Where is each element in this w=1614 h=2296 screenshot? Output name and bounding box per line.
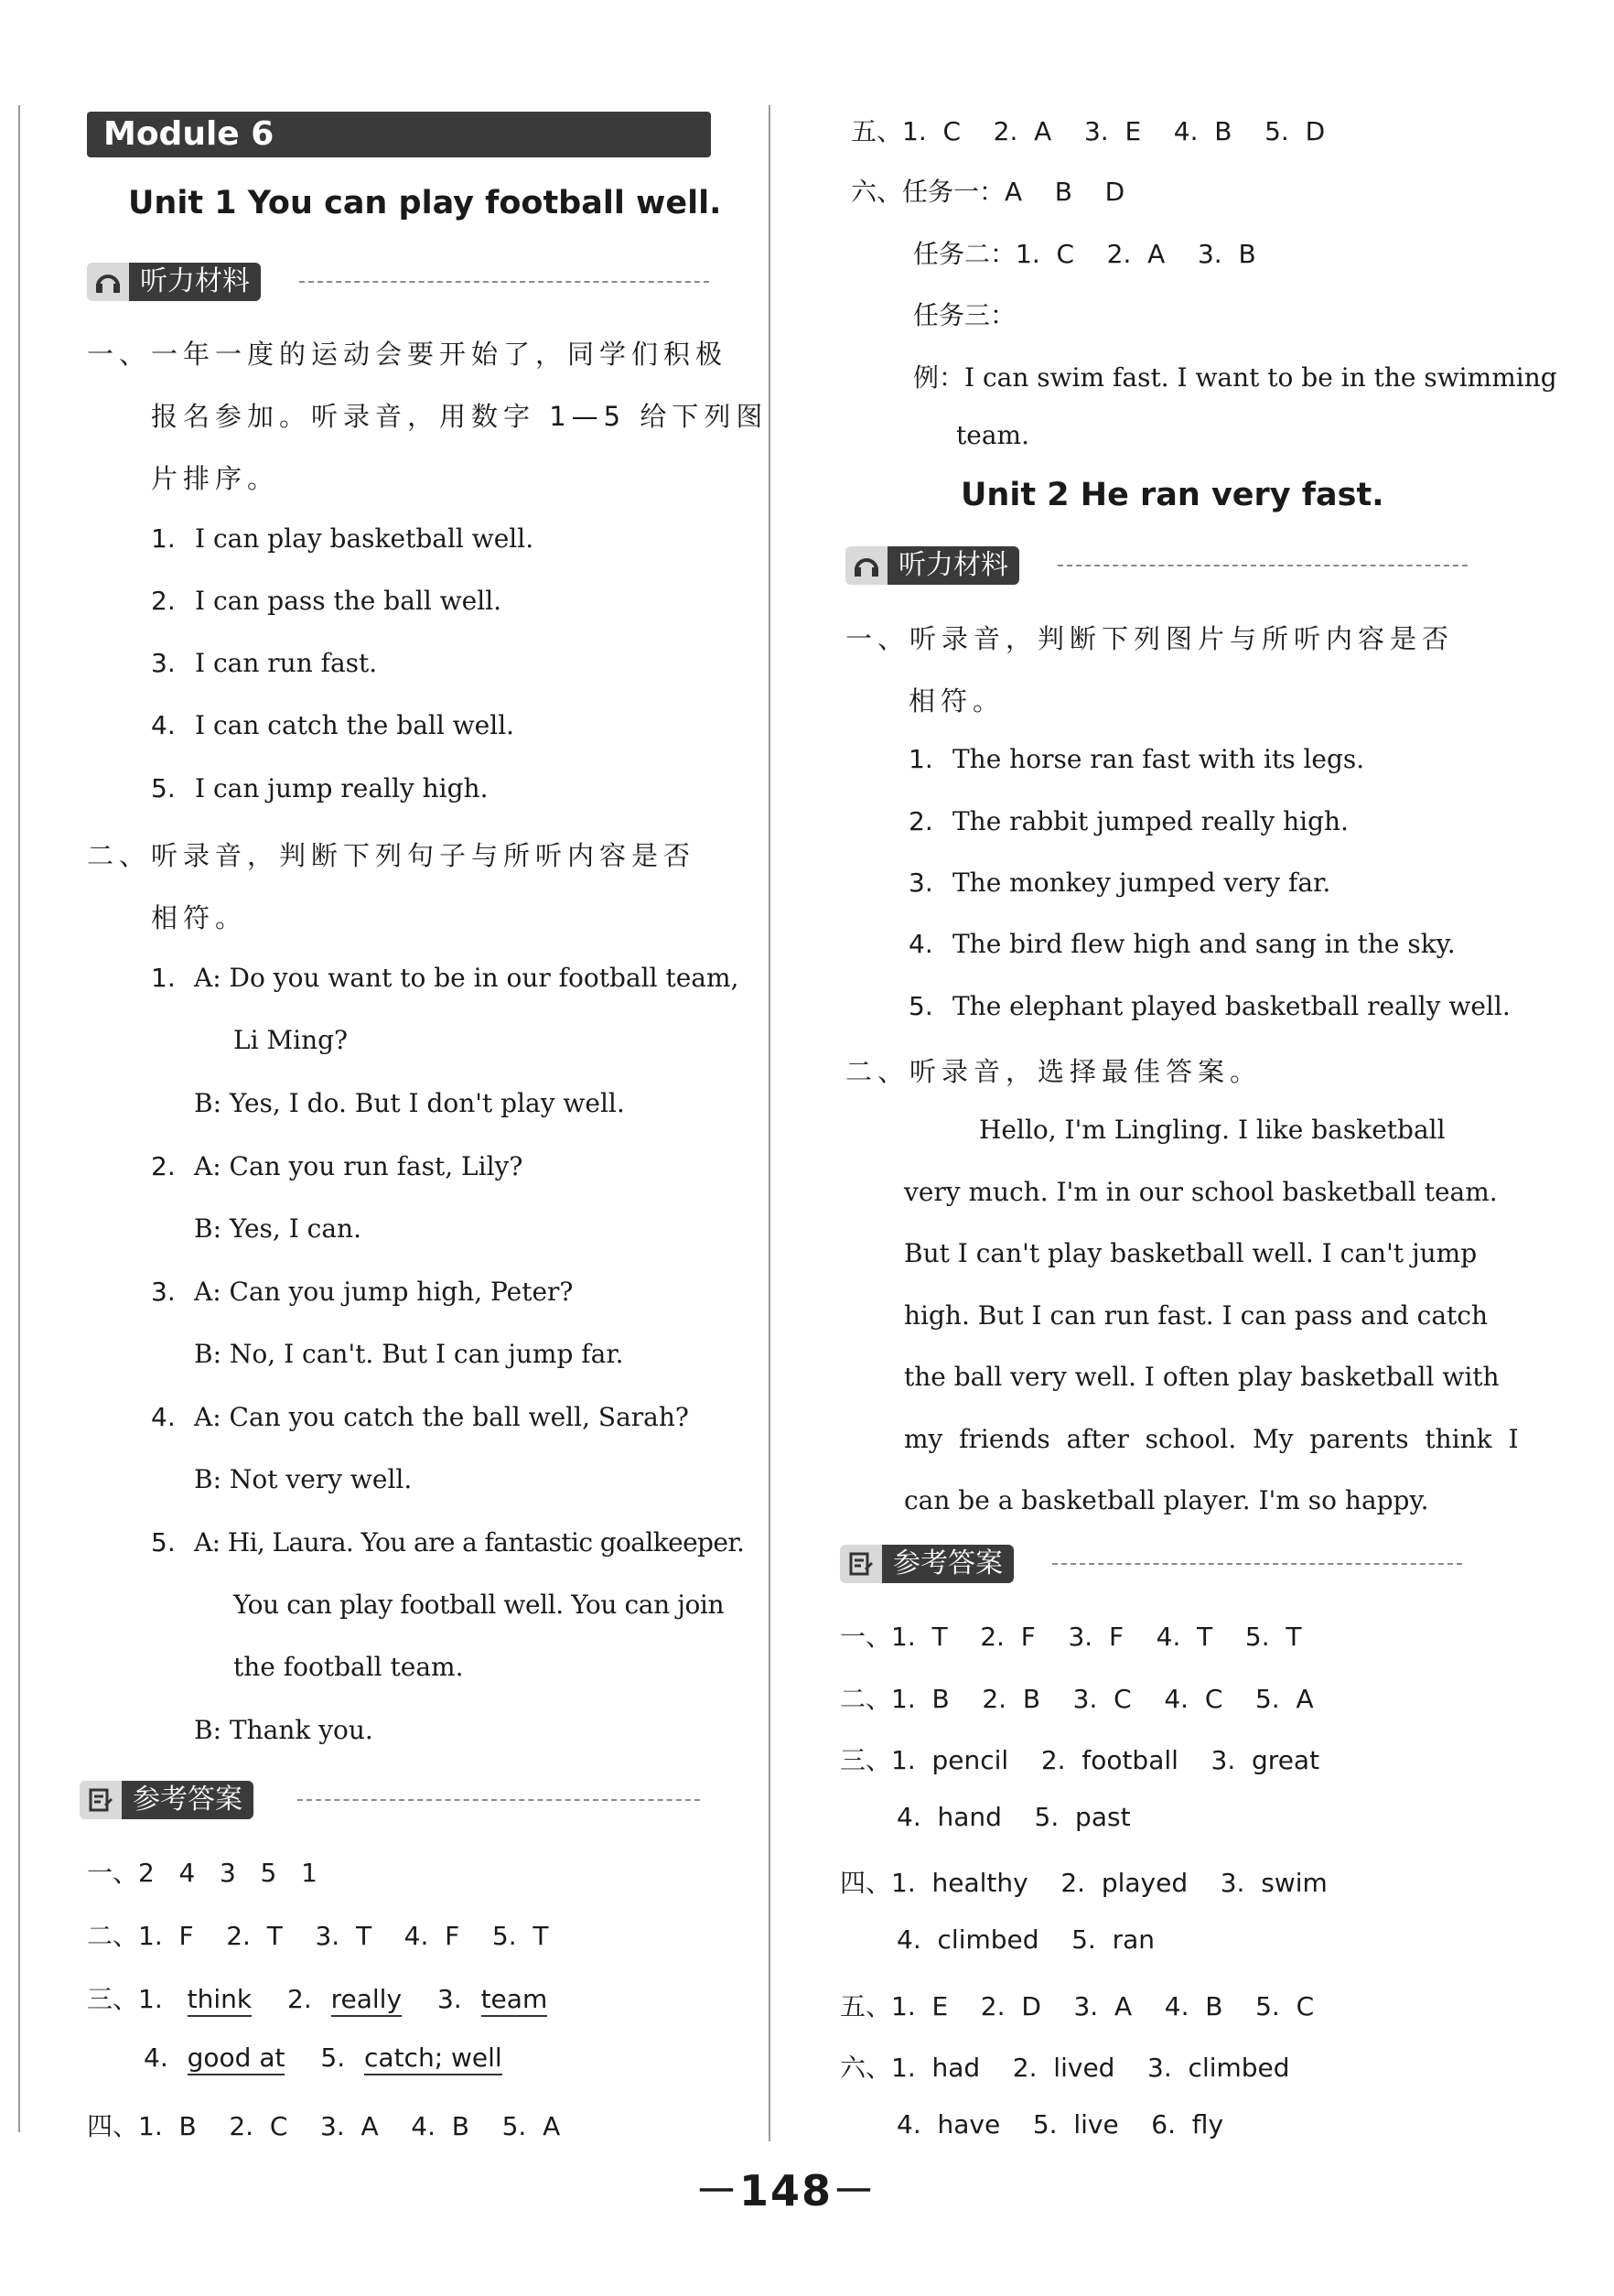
dialog-line: A: Can you run fast, Lily? [194,1151,523,1181]
answer-line: team. [956,420,1029,450]
item-text: I can jump really high. [195,773,489,803]
passage-line: very much. I'm in our school basketball team. [904,1177,1498,1207]
unit1-title: Unit 1 You can play football well. [128,185,722,221]
item-text: The bird flew high and sang in the sky. [952,929,1456,959]
dialog-line: the football team. [233,1652,464,1682]
answer-word: really [331,1984,402,2017]
q1-intro: 一、听录音，判断下列图片与所听内容是否 [845,623,1455,654]
column-divider [769,105,770,2141]
divider [1058,565,1468,566]
answer-word: catch; well [364,2043,502,2075]
answer-line: 一、1. T 2. F 3. F 4. T 5. T [840,1622,1302,1652]
answer-line: 任务二：1. C 2. A 3. B [913,239,1256,269]
answer-word: think [188,1984,252,2017]
dialog-line: B: Yes, I can. [194,1213,361,1244]
item-number: 3. [909,868,933,898]
answer-line: 一、2 4 3 5 1 [87,1858,317,1888]
passage-line: can be a basketball player. I'm so happy. [904,1485,1429,1515]
answers-header [80,1781,253,1819]
answer-line: 例：I can swim fast. I want to be in the swimming [913,362,1557,393]
unit2-title: Unit 2 He ran very fast. [961,477,1384,513]
answer-line: 二、1. B 2. B 3. C 4. C 5. A [840,1684,1314,1714]
answer-line: 四、1. healthy 2. played 3. swim [840,1868,1328,1898]
headphones-icon [87,263,129,301]
dialog-line: A: Hi, Laura. You are a fantastic goalkeeper. [194,1527,745,1558]
answer-line [144,2043,502,2073]
passage-line: But I can't play basketball well. I can't jump [904,1238,1478,1268]
q1-intro: 片排序。 [151,463,280,494]
answer-word: team [481,1984,548,2017]
item-number: 2. [151,586,176,616]
item-number: 4. [909,929,933,959]
answer-line [87,1979,547,2016]
answer-number: 2. [287,1984,312,2014]
module-title: Module 6 [87,112,711,157]
q2-intro: 相符。 [151,902,248,933]
answer-number: 4. [144,2043,168,2073]
passage-line: high. But I can run fast. I can pass and catch [904,1300,1489,1331]
dialog-line: B: Thank you. [194,1715,373,1745]
dialog-line: Li Ming? [233,1025,349,1055]
answer-line: 4. climbed 5. ran [897,1924,1156,1955]
dialog-line: You can play football well. You can join [233,1590,725,1620]
answer-line: 六、任务一：A B D [851,177,1125,207]
divider [1052,1563,1462,1565]
answers-label: 参考答案 [122,1781,253,1819]
dialog-line: A: Do you want to be in our football team, [194,963,739,993]
listening-label: 听力材料 [129,263,261,301]
dialog-number: 2. [151,1151,176,1181]
item-text: I can catch the ball well. [195,710,515,740]
answer-line: 4. hand 5. past [897,1802,1131,1832]
answer-word: good at [188,2043,285,2075]
answer-line: 任务三： [913,300,1017,330]
answers-label: 参考答案 [882,1545,1014,1583]
divider [297,1799,700,1801]
item-text: The rabbit jumped really high. [952,806,1349,836]
q1-intro: 一、一年一度的运动会要开始了，同学们积极 [87,339,728,370]
dialog-number: 3. [151,1277,176,1307]
listening-header [845,546,1019,585]
answer-line: 五、1. C 2. A 3. E 4. B 5. D [851,116,1326,146]
answer-line: 三、1. pencil 2. football 3. great [840,1745,1320,1775]
passage-line: my friends after school. My parents think I [904,1424,1519,1454]
answer-line: 四、1. B 2. C 3. A 4. B 5. A [87,2111,561,2141]
dialog-line: B: No, I can't. But I can jump far. [194,1339,624,1369]
answer-line: 五、1. E 2. D 3. A 4. B 5. C [840,1991,1315,2021]
book-icon [840,1545,882,1583]
item-number: 1. [909,744,933,774]
answer-number: 3. [436,1984,462,2014]
q1-intro: 报名参加。听录音，用数字 1—5 给下列图 [151,401,769,432]
listening-header [87,263,261,301]
listening-label: 听力材料 [888,546,1019,585]
q2-intro: 二、听录音，选择最佳答案。 [845,1056,1263,1087]
divider [299,281,709,283]
item-text: The horse ran fast with its legs. [952,744,1365,774]
answer-prefix: 三、1. [87,1984,163,2014]
item-number: 4. [151,710,176,740]
item-number: 3. [151,648,176,678]
passage-line: the ball very well. I often play basketball with [904,1362,1500,1392]
answers-header [840,1545,1014,1583]
dialog-line: A: Can you jump high, Peter? [194,1277,574,1307]
page-number: －148－ [695,2166,877,2215]
passage-line: Hello, I'm Lingling. I like basketball [979,1115,1446,1145]
headphones-icon [845,546,888,585]
answer-line: 4. have 5. live 6. fly [897,2109,1224,2140]
item-text: I can run fast. [195,648,378,678]
dialog-line: B: Yes, I do. But I don't play well. [194,1088,625,1118]
item-text: I can play basketball well. [195,523,534,554]
item-number: 5. [151,773,176,803]
item-text: The elephant played basketball really well. [952,991,1511,1021]
dialog-line: A: Can you catch the ball well, Sarah? [194,1402,689,1432]
answer-line: 六、1. had 2. lived 3. climbed [840,2053,1290,2083]
book-icon [80,1781,122,1819]
dialog-number: 5. [151,1527,176,1558]
dialog-line: B: Not very well. [194,1464,413,1494]
q2-intro: 二、听录音，判断下列句子与所听内容是否 [87,840,696,871]
item-number: 5. [909,991,933,1021]
item-number: 1. [151,523,176,554]
answer-number: 5. [320,2043,346,2073]
item-number: 2. [909,806,933,836]
dialog-number: 4. [151,1402,176,1432]
item-text: The monkey jumped very far. [952,868,1331,898]
q1-intro: 相符。 [909,685,1006,717]
dialog-number: 1. [151,963,176,993]
left-margin-rule [18,105,20,2132]
item-text: I can pass the ball well. [195,586,502,616]
answer-line: 二、1. F 2. T 3. T 4. F 5. T [87,1921,549,1951]
